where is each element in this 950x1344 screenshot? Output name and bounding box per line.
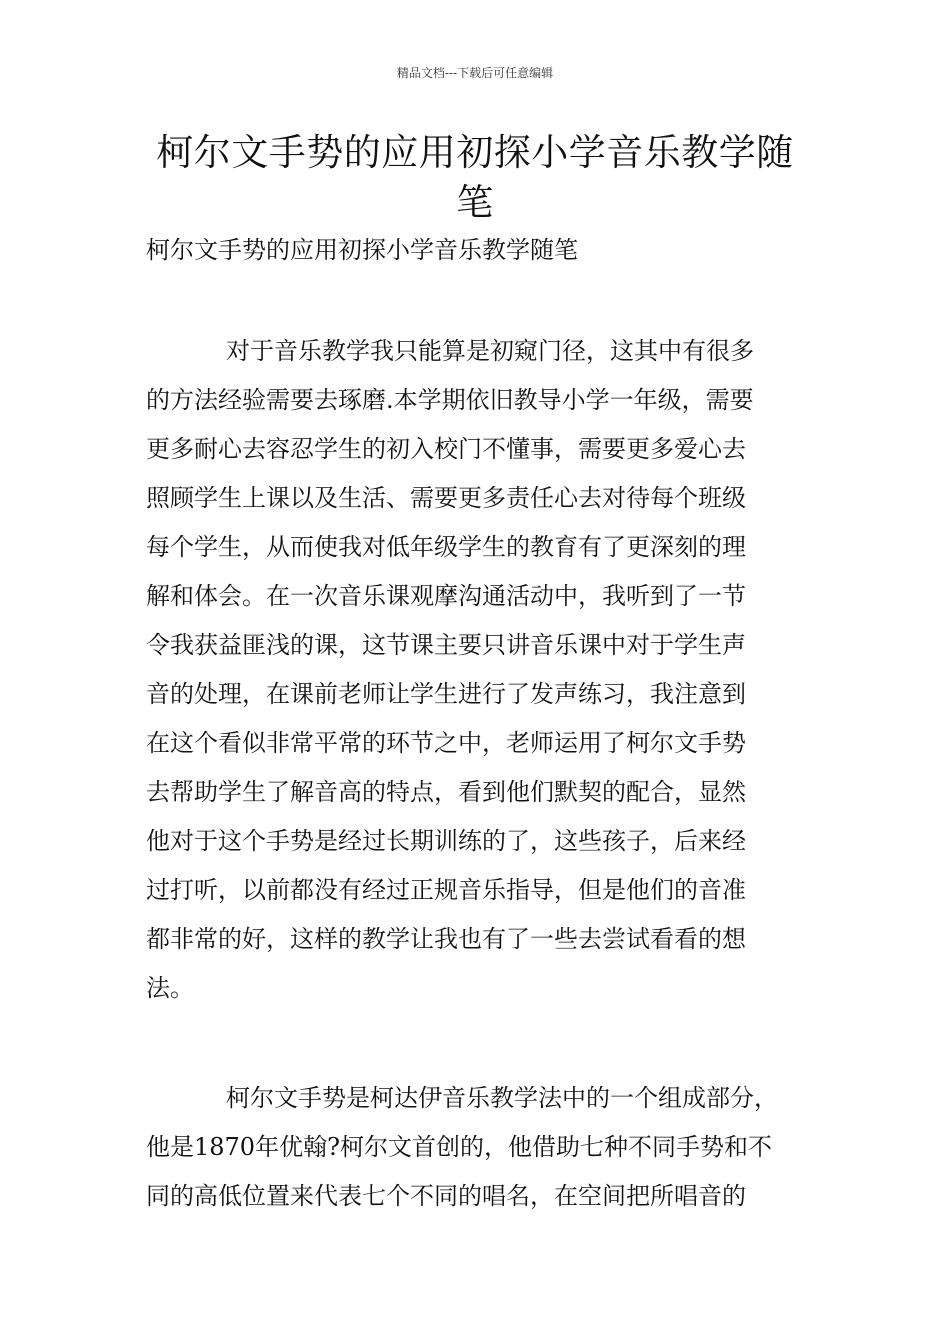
paragraph-line: 都非常的好，这样的教学让我也有了一些去尝试看看的想 bbox=[146, 925, 746, 953]
paragraph-line: 解和体会。在一次音乐课观摩沟通活动中，我听到了一节 bbox=[146, 582, 746, 610]
paragraph-line: 法。 bbox=[146, 974, 194, 1002]
paragraph-line: 在这个看似非常平常的环节之中，老师运用了柯尔文手势 bbox=[146, 729, 746, 757]
body-paragraph-2 bbox=[146, 1074, 818, 1221]
paragraph-line: 音的处理，在课前老师让学生进行了发声练习，我注意到 bbox=[146, 680, 746, 708]
paragraph-line: 令我获益匪浅的课，这节课主要只讲音乐课中对于学生声 bbox=[146, 631, 746, 659]
paragraph-line: 照顾学生上课以及生活、需要更多责任心去对待每个班级 bbox=[146, 484, 746, 512]
paragraph-line: 去帮助学生了解音高的特点，看到他们默契的配合，显然 bbox=[146, 778, 746, 806]
paragraph-line: 更多耐心去容忍学生的初入校门不懂事，需要更多爱心去 bbox=[146, 435, 746, 463]
paragraph-line: 柯尔文手势是柯达伊音乐教学法中的一个组成部分， bbox=[226, 1084, 778, 1112]
paragraph-line: 他是1870年优翰?柯尔文首创的，他借助七种不同手势和不 bbox=[146, 1133, 772, 1161]
paragraph-line: 对于音乐教学我只能算是初窥门径，这其中有很多 bbox=[226, 337, 754, 365]
page-header: 精品文档---下载后可任意编辑 bbox=[396, 66, 554, 80]
document-title: 柯尔文手势的应用初探小学音乐教学随笔 bbox=[156, 131, 794, 224]
document-subtitle: 柯尔文手势的应用初探小学音乐教学随笔 bbox=[146, 236, 578, 264]
body-paragraph-1 bbox=[146, 327, 818, 1013]
paragraph-line: 同的高低位置来代表七个不同的唱名，在空间把所唱音的 bbox=[146, 1182, 746, 1210]
paragraph-line: 每个学生，从而使我对低年级学生的教育有了更深刻的理 bbox=[146, 533, 746, 561]
paragraph-line: 他对于这个手势是经过长期训练的了，这些孩子，后来经 bbox=[146, 827, 746, 855]
paragraph-line: 过打听，以前都没有经过正规音乐指导，但是他们的音准 bbox=[146, 876, 746, 904]
paragraph-line: 的方法经验需要去琢磨.本学期依旧教导小学一年级，需要 bbox=[146, 386, 754, 414]
